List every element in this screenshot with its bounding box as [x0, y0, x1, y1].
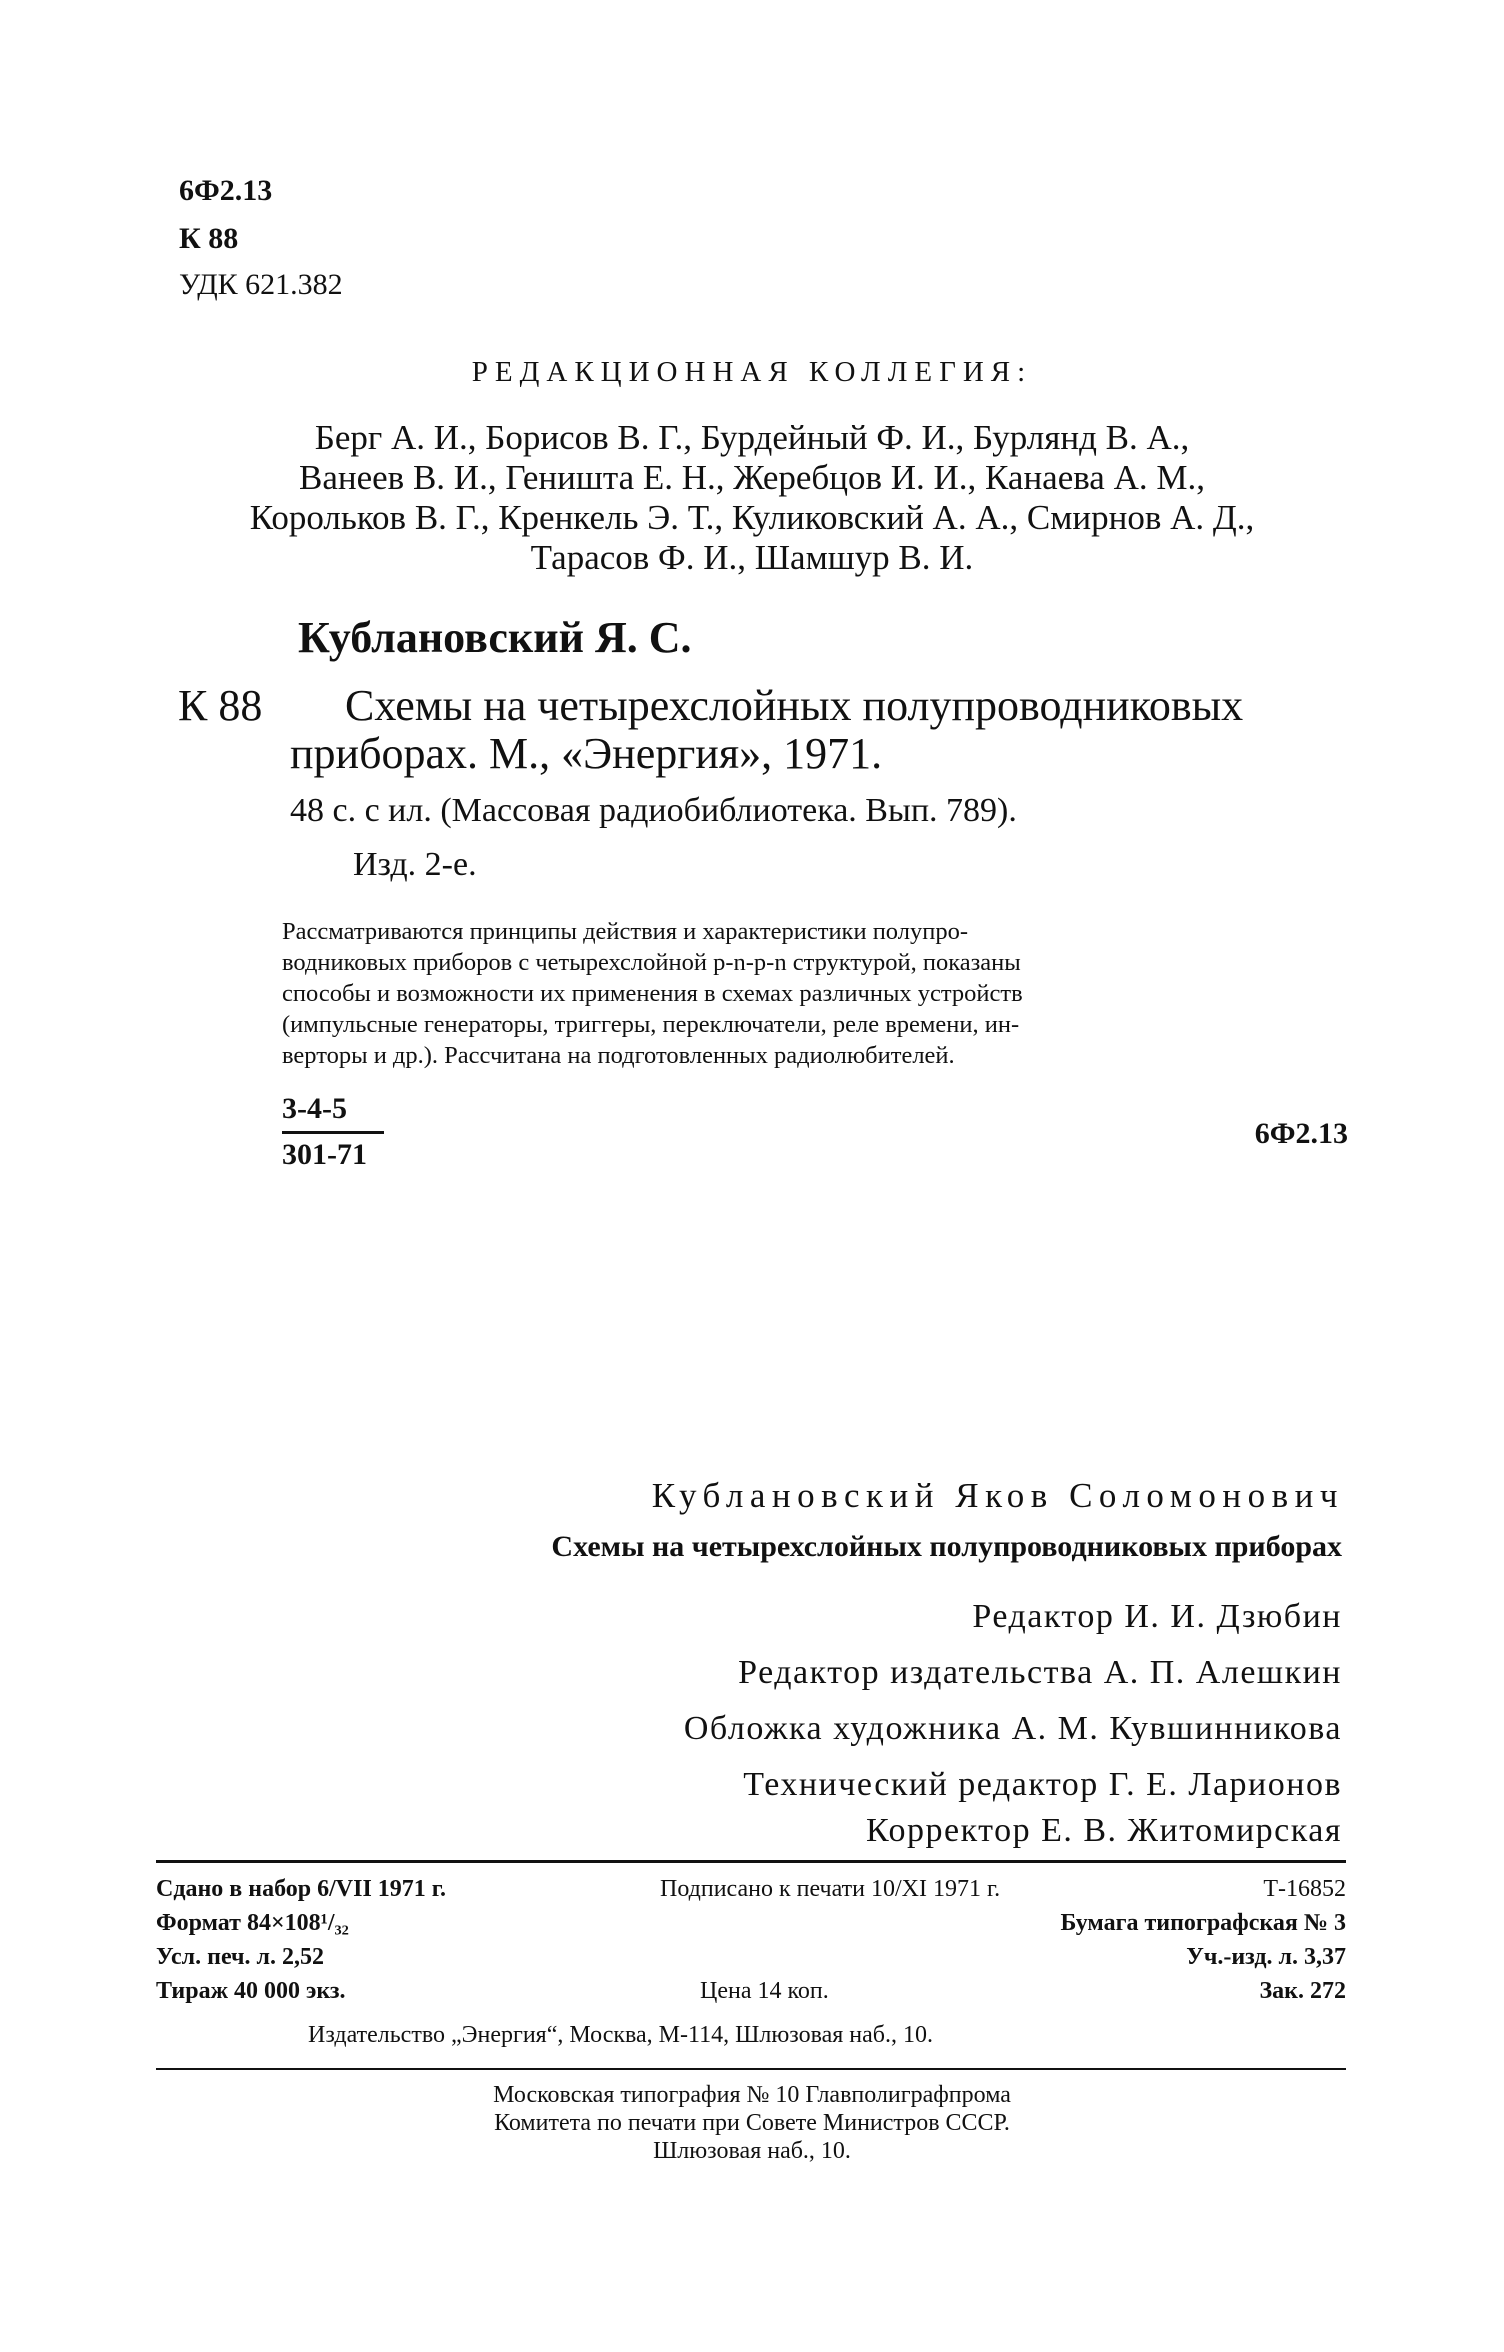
- catalog-code-top: 3-4-5: [282, 1092, 347, 1125]
- bbk-index: 6Ф2.13: [179, 174, 273, 207]
- catalog-class-code: 6Ф2.13: [1254, 1117, 1348, 1150]
- credit-line: Редактор И. И. Дзюбин: [972, 1598, 1342, 1635]
- abstract-line: способы и возможности их применения в схемах различных устройств: [282, 980, 1023, 1007]
- catalog-author: Кублановский Я. С.: [298, 613, 692, 662]
- catalog-code-bottom: 301-71: [282, 1138, 367, 1171]
- board-member-line: Корольков В. Г., Кренкель Э. Т., Куликовский А. А., Смирнов А. Д.,: [249, 498, 1255, 537]
- credit-line: Корректор Е. В. Житомирская: [866, 1812, 1342, 1849]
- printer-rule: [156, 2068, 1346, 2070]
- imprint-publisher: Издательство „Энергия“, Москва, М-114, Шлюзовая наб., 10.: [308, 2022, 933, 2048]
- abstract-line: верторы и др.). Рассчитана на подготовленных радиолюбителей.: [282, 1042, 955, 1069]
- catalog-mark: К 88: [178, 681, 263, 730]
- board-member-line: Ванеев В. И., Геништа Е. Н., Жеребцов И. И., Канаева А. М.,: [299, 458, 1205, 497]
- imprint-run: Тираж 40 000 экз.: [156, 1978, 346, 2004]
- colophon-title: Схемы на четырехслойных полупроводниковых приборах: [551, 1530, 1342, 1563]
- imprint-price: Цена 14 коп.: [700, 1978, 829, 2004]
- board-member-line: Тарасов Ф. И., Шамшур В. И.: [530, 538, 974, 577]
- imprint-signed: Подписано к печати 10/XI 1971 г.: [660, 1876, 1001, 1902]
- abstract-line: (импульсные генераторы, триггеры, переключатели, реле времени, ин-: [282, 1011, 1020, 1038]
- colophon-author: Кублановский Яков Соломонович: [651, 1476, 1344, 1515]
- abstract-line: водниковых приборов с четырехслойной p-n-p-n структурой, показаны: [282, 949, 1021, 976]
- author-mark: К 88: [179, 222, 239, 255]
- catalog-title-line: приборах. М., «Энергия», 1971.: [290, 729, 883, 778]
- credit-line: Технический редактор Г. Е. Ларионов: [743, 1766, 1342, 1803]
- printer-line: Комитета по печати при Совете Министров СССР.: [494, 2110, 1010, 2136]
- printer-line: Московская типография № 10 Главполиграфпрома: [493, 2082, 1011, 2108]
- imprint-format: Формат 84×108¹/₃₂: [156, 1910, 349, 1936]
- printer-line: Шлюзовая наб., 10.: [653, 2138, 851, 2164]
- imprint-paper: Бумага типографская № 3: [1060, 1910, 1346, 1936]
- abstract-line: Рассматриваются принципы действия и характеристики полупро-: [282, 918, 968, 945]
- imprint-pub-sheets: Уч.-изд. л. 3,37: [1186, 1944, 1346, 1970]
- imprint-order-t: Т-16852: [1263, 1876, 1346, 1902]
- imprint-print-sheets: Усл. печ. л. 2,52: [156, 1944, 325, 1970]
- catalog-edition: Изд. 2-е.: [353, 846, 477, 883]
- imprint-sent: Сдано в набор 6/VII 1971 г.: [156, 1876, 446, 1902]
- imprint-order: Зак. 272: [1259, 1978, 1346, 2004]
- catalog-title-line: Схемы на четырехслойных полупроводниковых: [345, 681, 1244, 730]
- catalog-pages: 48 с. с ил. (Массовая радиобиблиотека. Вып. 789).: [290, 792, 1017, 829]
- fraction-bar: [282, 1131, 384, 1134]
- board-heading: РЕДАКЦИОННАЯ КОЛЛЕГИЯ:: [471, 356, 1033, 388]
- credit-line: Редактор издательства А. П. Алешкин: [738, 1654, 1342, 1691]
- udk-code: УДК 621.382: [179, 268, 343, 301]
- board-member-line: Берг А. И., Борисов В. Г., Бурдейный Ф. И., Бурлянд В. А.,: [314, 418, 1190, 457]
- imprint-top-rule: [156, 1860, 1346, 1863]
- credit-line: Обложка художника А. М. Кувшинникова: [683, 1710, 1342, 1747]
